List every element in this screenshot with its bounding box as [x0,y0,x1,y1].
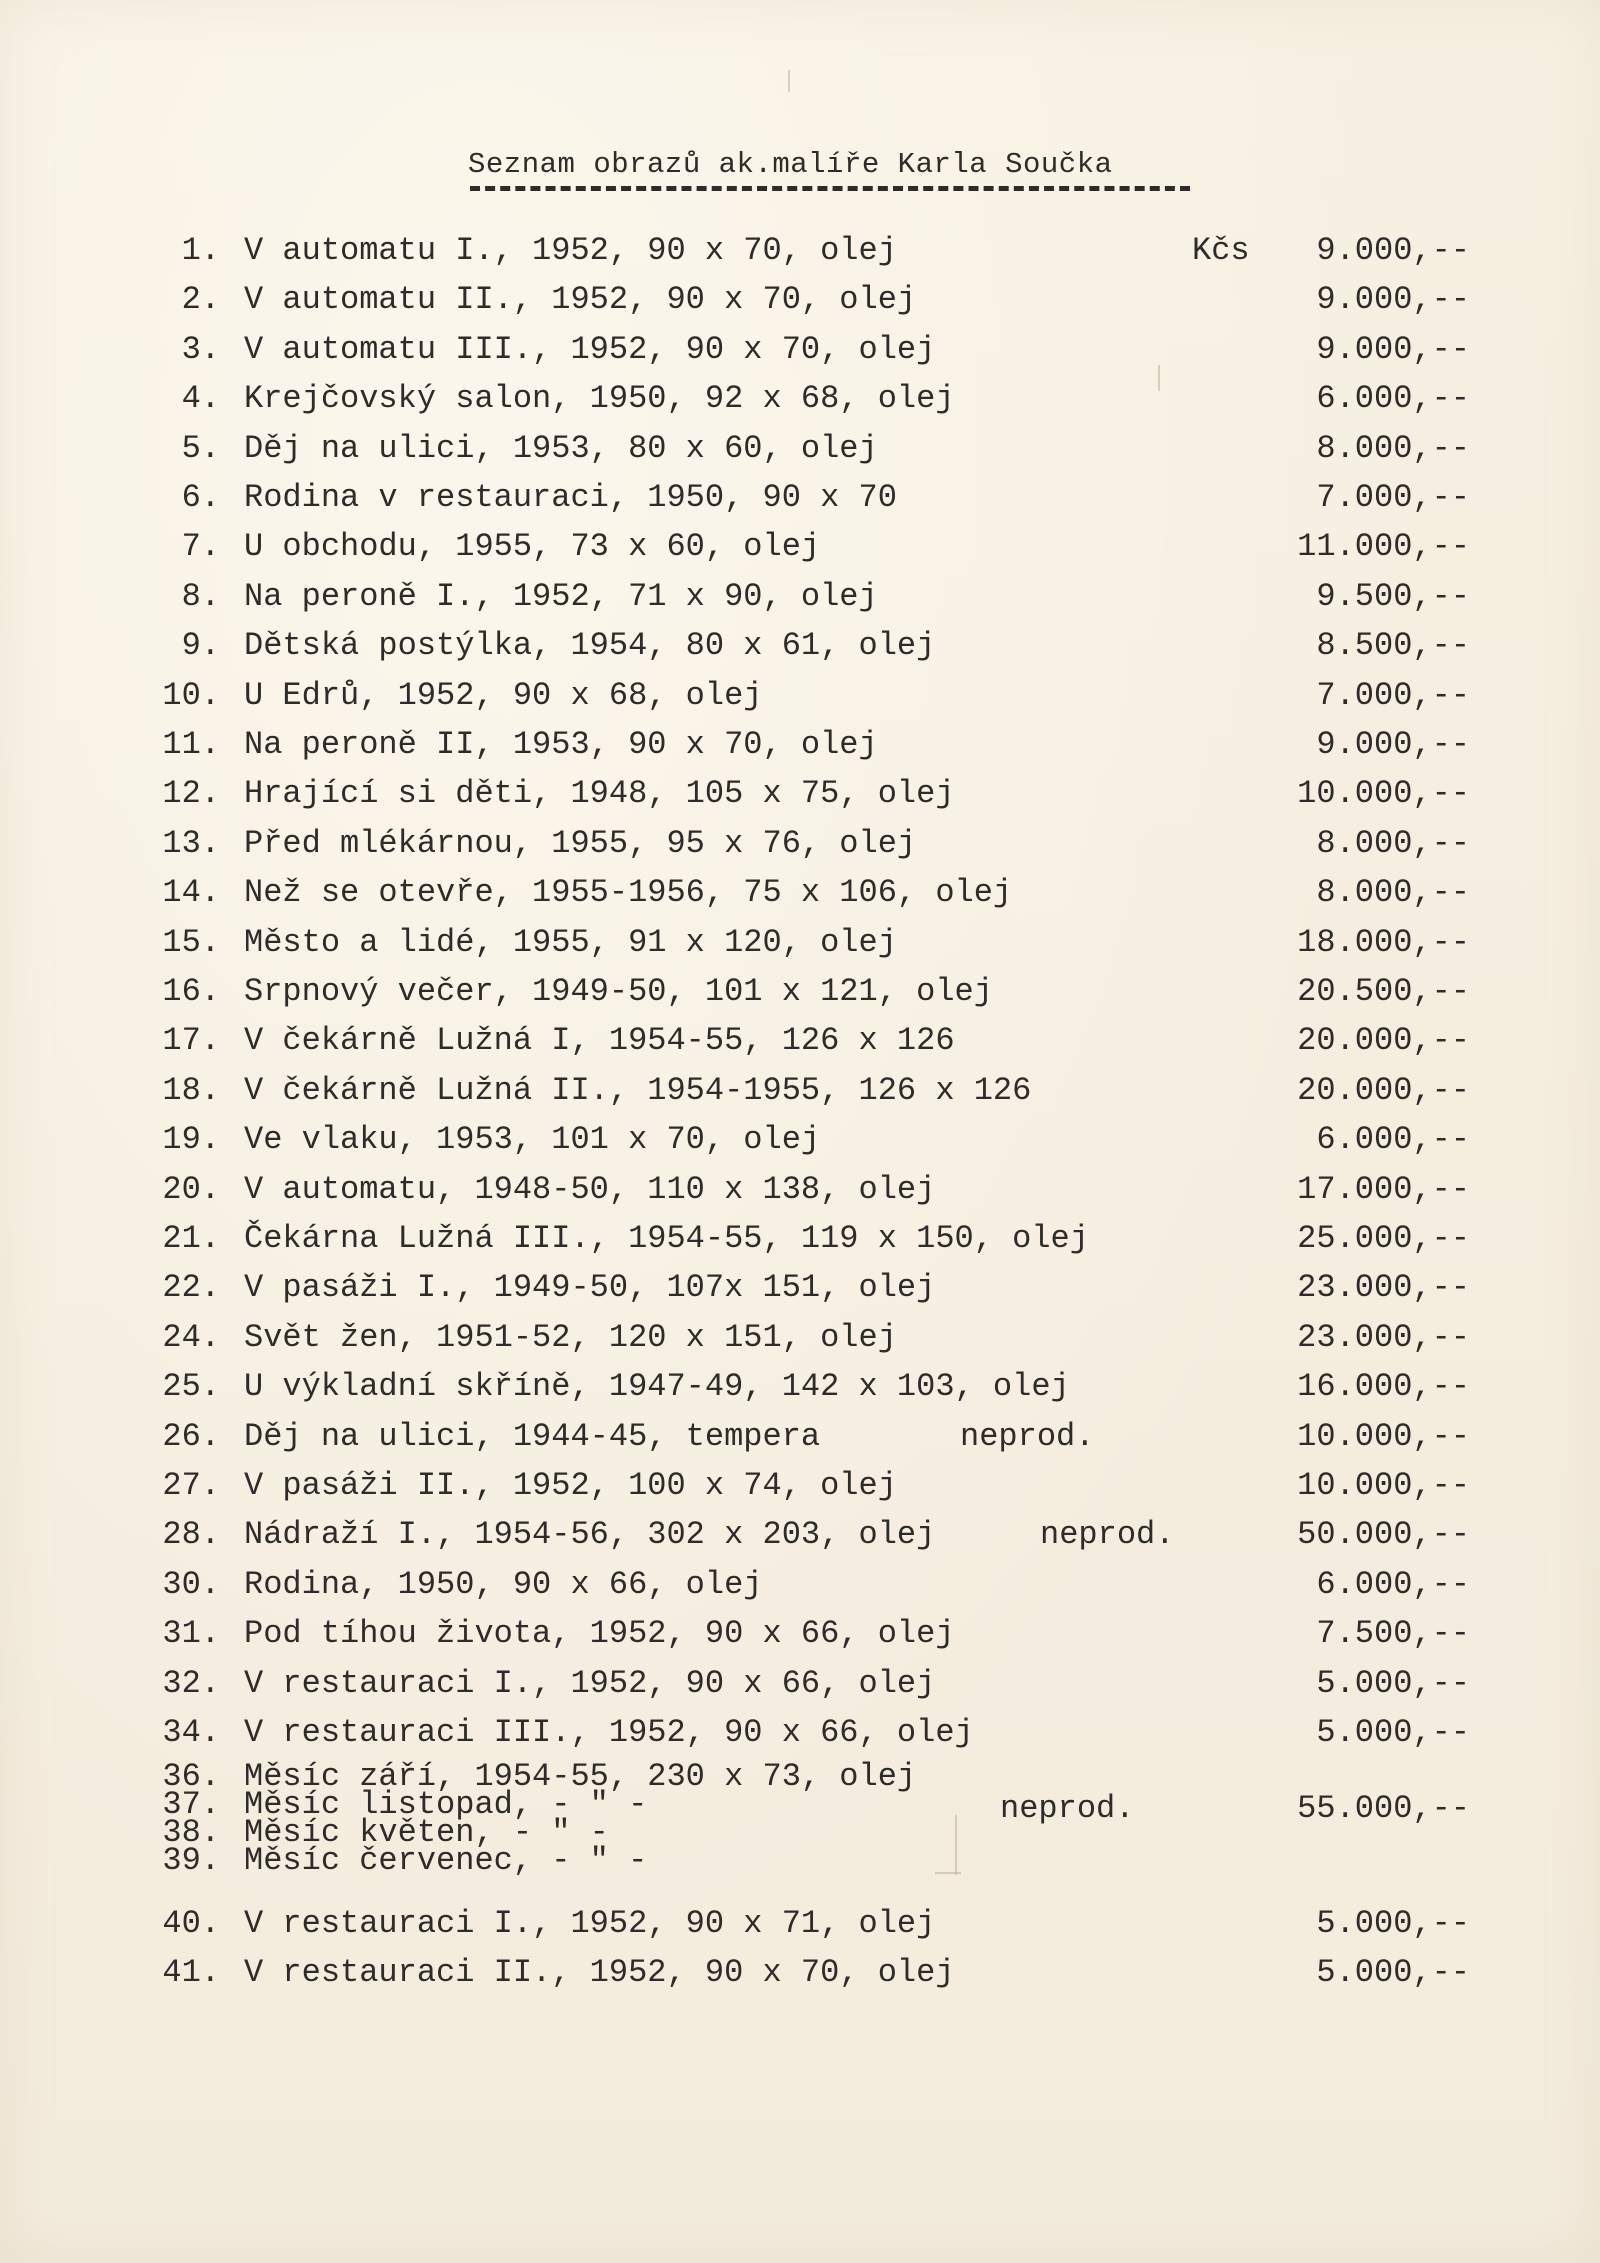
item-price: 8.500,-- [1316,627,1470,665]
item-price: 10.000,-- [1297,775,1470,813]
item-description: Čekárna Lužná III., 1954-55, 119 x 150, olej [244,1220,1089,1257]
item-description: V automatu III., 1952, 90 x 70, olej [244,330,936,368]
list-item [0,1665,1600,1711]
item-description: Ve vlaku, 1953, 101 x 70, olej [244,1121,821,1159]
list-item [0,1418,1600,1464]
item-description: V pasáži I., 1949-50, 107x 151, olej [244,1269,936,1307]
list-item [0,1516,1600,1562]
item-price: 8.000,-- [1316,429,1470,467]
item-note: neprod. [960,1417,1095,1455]
item-number: 24. [162,1318,220,1356]
item-number: 7. [181,528,220,566]
currency-label: Kčs [1192,232,1250,269]
item-price: 7.000,-- [1316,676,1470,714]
item-price: 17.000,-- [1297,1170,1470,1208]
item-price: 5.000,-- [1316,1714,1470,1751]
item-price: 10.000,-- [1297,1417,1470,1455]
item-description: V restauraci I., 1952, 90 x 71, olej [244,1905,936,1942]
item-number: 13. [162,824,220,862]
item-price: 6.000,-- [1316,1121,1470,1159]
list-item [0,281,1600,327]
item-description: Hrající si děti, 1948, 105 x 75, olej [244,775,955,813]
item-price: 8.000,-- [1316,874,1470,912]
item-description: Nádraží I., 1954-56, 302 x 203, olej [244,1516,936,1554]
item-description: Pod tíhou života, 1952, 90 x 66, olej [244,1615,955,1653]
list-item [0,1368,1600,1414]
item-note: neprod. [1040,1516,1175,1554]
item-description: V automatu I., 1952, 90 x 70, olej [244,232,897,269]
item-number: 1. [181,232,220,269]
item-number: 14. [162,874,220,912]
grouped-list-item [0,1758,1600,1795]
item-number: 34. [162,1714,220,1751]
item-price: 5.000,-- [1316,1664,1470,1702]
item-description: Děj na ulici, 1953, 80 x 60, olej [244,429,878,467]
list-item [0,874,1600,920]
list-item [0,380,1600,426]
item-description: Měsíc červenec, - " - [244,1842,648,1879]
item-price: 50.000,-- [1297,1516,1470,1554]
item-description: Měsíc září, 1954-55, 230 x 73, olej [244,1758,917,1795]
item-description: V pasáži II., 1952, 100 x 74, olej [244,1467,897,1504]
list-item [0,1467,1600,1513]
item-price: 9.000,-- [1316,232,1470,269]
group-note: neprod. [1000,1790,1135,1827]
item-number: 26. [162,1417,220,1455]
item-number: 25. [162,1368,220,1406]
item-number: 30. [162,1565,220,1603]
item-number: 4. [181,380,220,418]
item-price: 23.000,-- [1297,1269,1470,1307]
item-description: Rodina v restauraci, 1950, 90 x 70 [244,479,897,516]
item-description: Na peroně II, 1953, 90 x 70, olej [244,726,878,763]
document-title: Seznam obrazů ak.malíře Karla Součka [468,148,1113,181]
item-price: 9.000,-- [1316,330,1470,368]
item-number: 10. [162,676,220,714]
item-number: 3. [181,330,220,368]
item-price: 8.000,-- [1316,824,1470,862]
paper-mark [955,1815,957,1875]
item-description: Než se otevře, 1955-1956, 75 x 106, olej [244,874,1013,912]
item-price: 16.000,-- [1297,1368,1470,1406]
item-number: 11. [162,726,220,763]
item-description: V restauraci I., 1952, 90 x 66, olej [244,1664,936,1702]
item-description: Město a lidé, 1955, 91 x 120, olej [244,923,897,961]
item-description: Měsíc květen, - " - [244,1814,609,1851]
list-item [0,924,1600,970]
list-item [0,726,1600,772]
item-number: 36. [162,1758,220,1795]
item-description: Svět žen, 1951-52, 120 x 151, olej [244,1318,897,1356]
item-description: Měsíc listopad, - " - [244,1786,648,1823]
item-price: 20.500,-- [1297,973,1470,1010]
item-number: 8. [181,577,220,615]
item-number: 21. [162,1220,220,1257]
list-item [0,430,1600,476]
item-description: U Edrů, 1952, 90 x 68, olej [244,676,763,714]
item-price: 9.000,-- [1316,281,1470,319]
item-price: 23.000,-- [1297,1318,1470,1356]
item-number: 32. [162,1664,220,1702]
group-price: 55.000,-- [1297,1790,1470,1827]
item-description: Před mlékárnou, 1955, 95 x 76, olej [244,824,917,862]
item-number: 15. [162,923,220,961]
item-description: Rodina, 1950, 90 x 66, olej [244,1565,763,1603]
item-price: 20.000,-- [1297,1071,1470,1109]
item-description: Krejčovský salon, 1950, 92 x 68, olej [244,380,955,418]
item-number: 41. [162,1954,220,1991]
item-number: 5. [181,429,220,467]
list-item [0,1171,1600,1217]
item-price: 20.000,-- [1297,1022,1470,1060]
item-description: U výkladní skříně, 1947-49, 142 x 103, olej [244,1368,1070,1406]
item-number: 6. [181,479,220,516]
list-item [0,479,1600,525]
list-item [0,1566,1600,1612]
item-price: 7.000,-- [1316,479,1470,516]
list-item [0,331,1600,377]
item-number: 40. [162,1905,220,1942]
list-item [0,1954,1600,2000]
item-description: Na peroně I., 1952, 71 x 90, olej [244,577,878,615]
list-item [0,775,1600,821]
item-number: 9. [181,627,220,665]
list-item [0,578,1600,624]
list-item [0,1022,1600,1068]
item-price: 9.500,-- [1316,577,1470,615]
item-number: 28. [162,1516,220,1554]
list-item [0,1714,1600,1760]
item-number: 18. [162,1071,220,1109]
list-item [0,1269,1600,1315]
paper-mark [788,70,790,92]
item-number: 20. [162,1170,220,1208]
list-item [0,1615,1600,1661]
item-price: 18.000,-- [1297,923,1470,961]
list-item [0,1319,1600,1365]
item-price: 6.000,-- [1316,1565,1470,1603]
item-description: Děj na ulici, 1944-45, tempera [244,1417,821,1455]
item-description: V restauraci III., 1952, 90 x 66, olej [244,1714,974,1751]
item-description: U obchodu, 1955, 73 x 60, olej [244,528,821,566]
paper-mark [935,1872,961,1874]
item-number: 31. [162,1615,220,1653]
item-description: V čekárně Lužná I, 1954-55, 126 x 126 [244,1022,955,1060]
grouped-list-item [0,1842,1600,1879]
list-item [0,1905,1600,1951]
item-description: V čekárně Lužná II., 1954-1955, 126 x 126 [244,1071,1032,1109]
item-number: 37. [162,1786,220,1823]
list-item [0,677,1600,723]
item-number: 17. [162,1022,220,1060]
list-item [0,1220,1600,1266]
item-price: 11.000,-- [1297,528,1470,566]
item-number: 2. [181,281,220,319]
item-number: 27. [162,1467,220,1504]
item-description: Dětská postýlka, 1954, 80 x 61, olej [244,627,936,665]
item-price: 10.000,-- [1297,1467,1470,1504]
item-number: 12. [162,775,220,813]
list-item [0,825,1600,871]
item-number: 19. [162,1121,220,1159]
item-price: 5.000,-- [1316,1905,1470,1942]
item-price: 9.000,-- [1316,726,1470,763]
item-price: 7.500,-- [1316,1615,1470,1653]
item-number: 16. [162,973,220,1010]
item-number: 39. [162,1842,220,1879]
item-price: 6.000,-- [1316,380,1470,418]
item-price: 25.000,-- [1297,1220,1470,1257]
list-item [0,528,1600,574]
item-description: V automatu, 1948-50, 110 x 138, olej [244,1170,936,1208]
list-item [0,1121,1600,1167]
list-item [0,627,1600,673]
item-description: V restauraci II., 1952, 90 x 70, olej [244,1954,955,1991]
item-number: 22. [162,1269,220,1307]
list-item [0,973,1600,1019]
item-description: V automatu II., 1952, 90 x 70, olej [244,281,917,319]
paper-mark [1158,365,1160,391]
list-item [0,232,1600,278]
list-item [0,1072,1600,1118]
item-price: 5.000,-- [1316,1954,1470,1991]
item-description: Srpnový večer, 1949-50, 101 x 121, olej [244,973,993,1010]
item-number: 38. [162,1814,220,1851]
